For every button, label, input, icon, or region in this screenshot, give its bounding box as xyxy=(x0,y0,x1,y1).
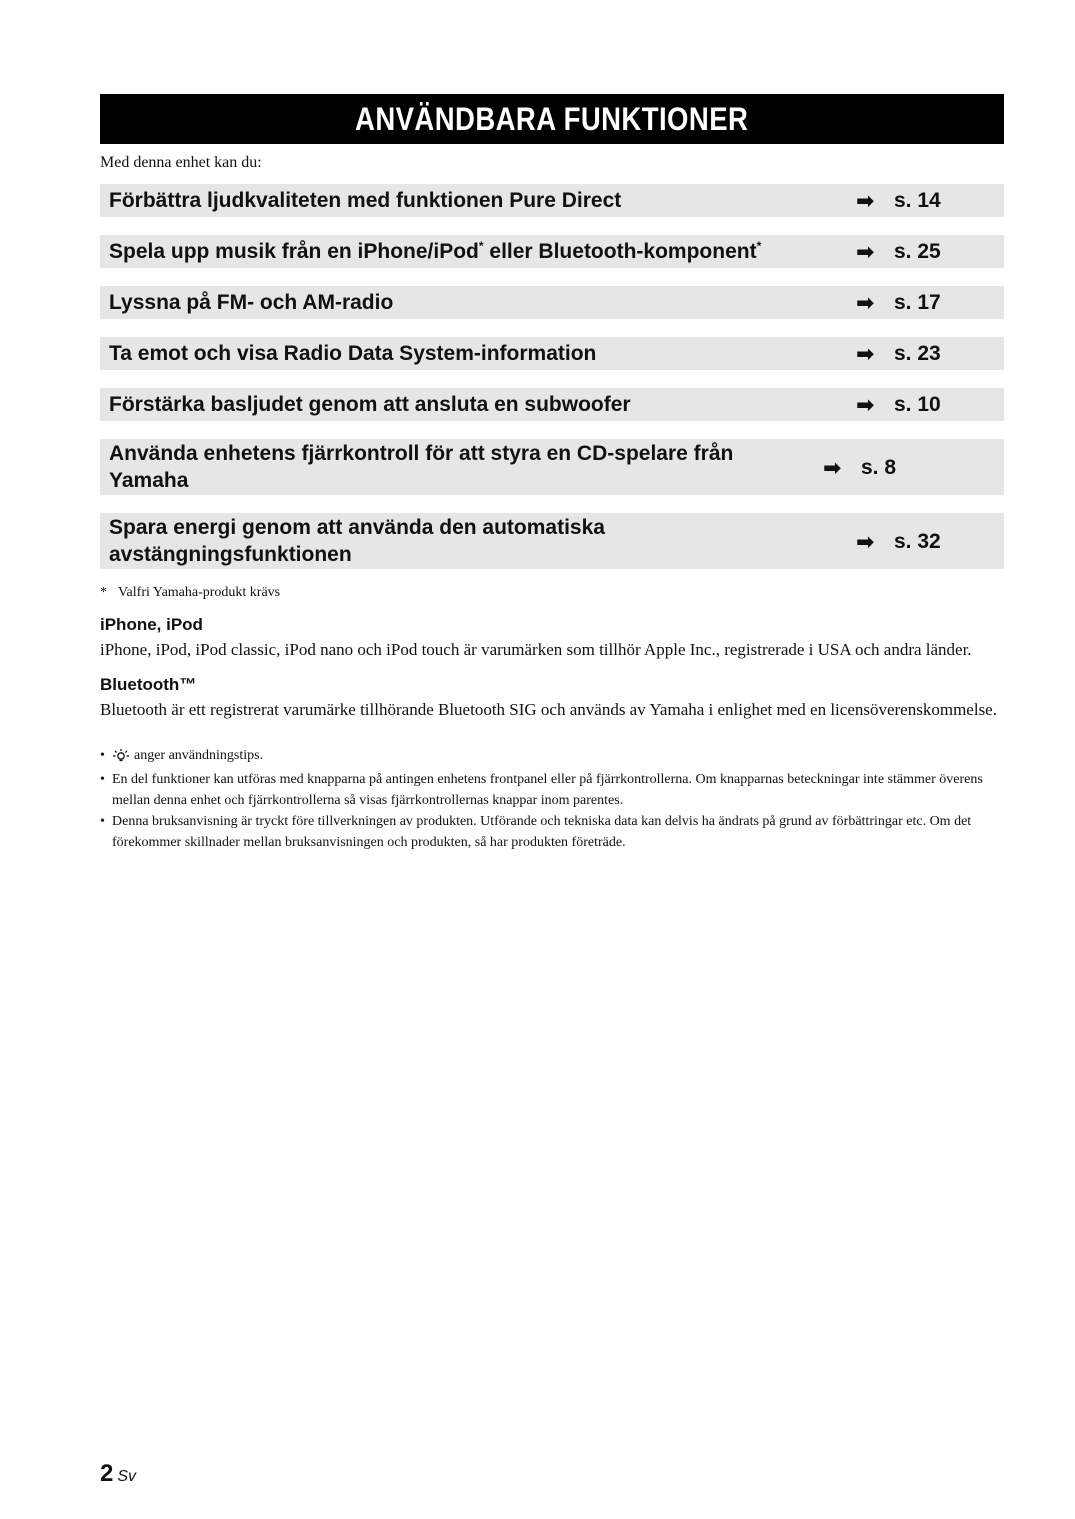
arrow-right-icon: ➡ xyxy=(856,392,875,417)
feature-row xyxy=(100,388,1004,421)
feature-row xyxy=(100,286,1004,319)
arrow-right-icon: ➡ xyxy=(856,239,875,264)
footnote-text: Valfri Yamaha-produkt krävs xyxy=(118,585,281,600)
trademark-heading: iPhone, iPod xyxy=(100,615,203,634)
trademark-section-iphone xyxy=(100,615,1004,661)
arrow-right-icon: ➡ xyxy=(856,188,875,213)
feature-text-part: Spela upp musik från en iPhone/iPod xyxy=(109,240,479,263)
page-reference: s. 10 xyxy=(894,393,941,416)
trademark-section-bluetooth xyxy=(100,675,1004,721)
page-title: ANVÄNDBARA FUNKTIONER xyxy=(355,100,749,137)
language-code: Sv xyxy=(117,1468,137,1485)
tip-lightbulb-icon xyxy=(112,748,130,769)
feature-text: Förstärka basljudet genom att ansluta en subwoofer xyxy=(109,393,631,416)
note-item: • Denna bruksanvisning är tryckt före tillverkningen av produkten. Utförande och tekniska data kan delvis ha ändrats på grund av förbättringar etc. Om det förekommer skillnader mellan bruksanvisningen och produkten, så har produkten företräde. xyxy=(100,811,1004,853)
footnote-marker: * xyxy=(478,239,484,253)
feature-text: Lyssna på FM- och AM-radio xyxy=(109,291,394,314)
feature-row xyxy=(100,184,1004,217)
feature-list xyxy=(100,184,1004,569)
note-text: anger användningstips. xyxy=(134,748,264,763)
arrow-right-icon: ➡ xyxy=(823,454,842,480)
notes-list xyxy=(100,745,1004,853)
intro-text: Med denna enhet kan du: xyxy=(100,154,262,171)
footnote-star: * xyxy=(100,585,107,600)
feature-row xyxy=(100,513,1004,569)
feature-text xyxy=(109,238,856,265)
note-item: • En del funktioner kan utföras med knapparna på antingen enhetens frontpanel eller på fjärrkontrollerna. Om knapparnas beteckningar inte stämmer överens mellan denna enhet och fjärrkontrollerna så visas fjärrkontrollernas knappar inom parentes. xyxy=(100,769,1004,811)
page-reference: s. 23 xyxy=(894,342,941,365)
trademark-body: Bluetooth är ett registrerat varumärke tillhörande Bluetooth SIG och används av Yamaha i enlighet med en licensöverenskommelse. xyxy=(100,700,997,719)
feature-text: Ta emot och visa Radio Data System-information xyxy=(109,342,597,365)
page-reference: s. 17 xyxy=(894,291,941,314)
feature-text: Förbättra ljudkvaliteten med funktionen Pure Direct xyxy=(109,189,622,212)
section-title-bar xyxy=(100,94,1004,144)
feature-text: Använda enhetens fjärrkontroll för att styra en CD-spelare från Yamaha xyxy=(109,442,734,492)
feature-text xyxy=(109,514,856,568)
feature-text-part: Spara energi genom att använda den automatiska avstängningsfunktionen xyxy=(109,516,605,566)
page-reference: s. 25 xyxy=(894,240,941,263)
trademark-heading: Bluetooth™ xyxy=(100,675,197,694)
page-reference: s. 32 xyxy=(894,529,941,553)
feature-text-part: eller Bluetooth-komponent xyxy=(483,240,757,263)
arrow-right-icon: ➡ xyxy=(856,341,875,366)
page-reference: s. 14 xyxy=(894,189,941,212)
page-reference: s. 8 xyxy=(861,455,897,479)
feature-row xyxy=(100,235,1004,268)
note-item xyxy=(100,745,1004,769)
footnote-marker: * xyxy=(756,239,762,253)
trademark-body: iPhone, iPod, iPod classic, iPod nano och iPod touch är varumärken som tillhör Apple Inc., registrerade i USA och andra länder. xyxy=(100,640,972,659)
feature-row xyxy=(100,439,1004,495)
page-number: 2 xyxy=(100,1460,114,1487)
page-content xyxy=(100,94,1004,853)
arrow-right-icon: ➡ xyxy=(856,528,875,554)
page-footer xyxy=(100,1460,136,1488)
feature-row xyxy=(100,337,1004,370)
footnote xyxy=(100,585,1004,601)
arrow-right-icon: ➡ xyxy=(856,290,875,315)
